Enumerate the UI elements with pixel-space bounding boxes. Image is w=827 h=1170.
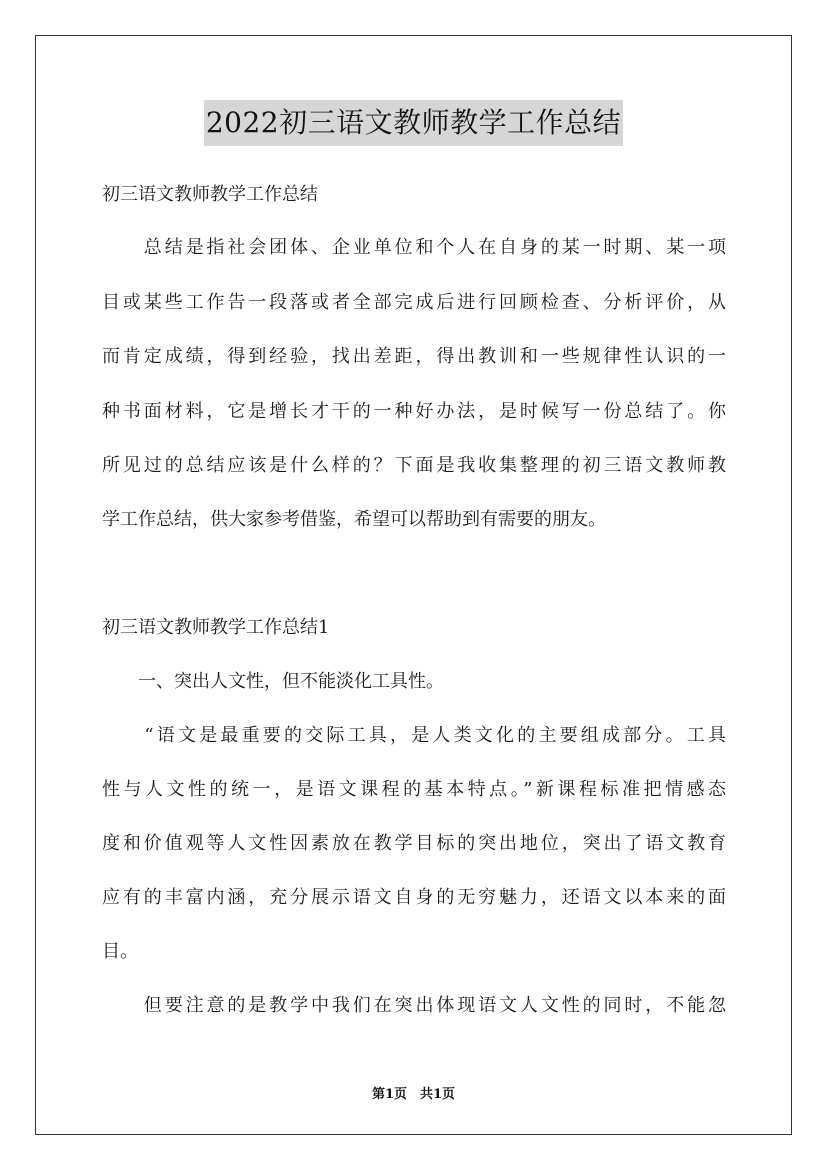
document-title: 2022初三语文教师教学工作总结 xyxy=(204,100,623,146)
paragraph-line: 所见过的总结应该是什么样的？下面是我收集整理的初三语文教师教 xyxy=(102,455,726,476)
paragraph-line: 目。 xyxy=(102,941,138,962)
paragraph-line: 种书面材料，它是增长才干的一种好办法，是时候写一份总结了。你 xyxy=(102,401,726,422)
point-heading: 一、突出人文性，但不能淡化工具性。 xyxy=(102,671,444,692)
paragraph-line: 目或某些工作告一段落或者全部完成后进行回顾检查、分析评价，从 xyxy=(102,292,726,313)
paragraph-line: 学工作总结，供大家参考借鉴，希望可以帮助到有需要的朋友。 xyxy=(102,509,606,530)
paragraph-line: 总结是指社会团体、企业单位和个人在自身的某一时期、某一项 xyxy=(102,237,726,258)
title-area xyxy=(0,100,827,146)
paragraph-line: 应有的丰富内涵，充分展示语文自身的无穷魅力，还语文以本来的面 xyxy=(102,887,726,908)
paragraph-line: 性与人文性的统一，是语文课程的基本特点。”新课程标准把情感态 xyxy=(102,779,726,800)
paragraph-line: “语文是最重要的交际工具，是人类文化的主要组成部分。工具 xyxy=(102,725,726,746)
paragraph-line: 而肯定成绩，得到经验，找出差距，得出教训和一些规律性认识的一 xyxy=(102,346,726,367)
paragraph-line: 但要注意的是教学中我们在突出体现语文人文性的同时，不能忽 xyxy=(102,995,726,1016)
section-heading: 初三语文教师教学工作总结1 xyxy=(102,617,330,638)
subtitle: 初三语文教师教学工作总结 xyxy=(102,184,318,205)
paragraph-line: 度和价值观等人文性因素放在教学目标的突出地位，突出了语文教育 xyxy=(102,833,726,854)
page-number: 第1页 共1页 xyxy=(371,1087,456,1102)
